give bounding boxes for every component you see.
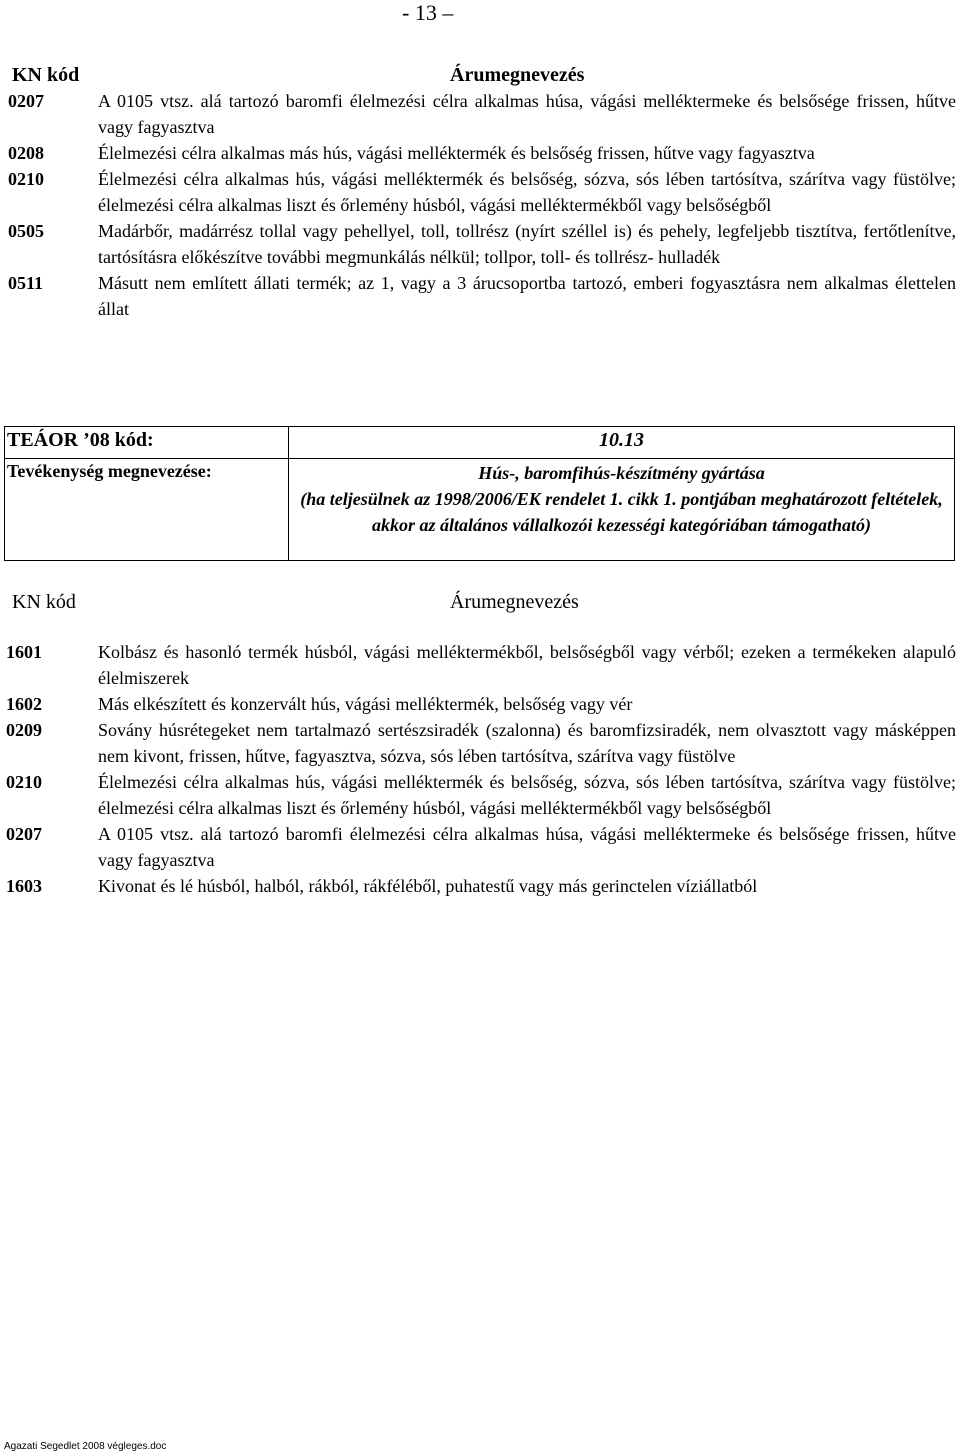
product-description: Sovány húsrétegeket nem tartalmazó sertészsiradék (szalonna) és baromfizsiradék, nem olvasztott vagy másképpen nem kivont, frissen, hűtve, fagyasztva, sózva, sós lében tartósítva, szárítva vagy füstölve (98, 720, 956, 766)
product-description: Élelmezési célra alkalmas hús, vágási melléktermék és belsőség, sózva, sós lében tartósítva, szárítva vagy füstölve; élelmezési célra alkalmas liszt és őrlemény húsból, vágási melléktermékből vagy belsőségből (98, 772, 956, 818)
product-description: Kolbász és hasonló termék húsból, vágási melléktermékből, belsőségből vagy vérből; ezeken a termékeken alapuló élelmiszerek (98, 642, 956, 688)
activity-name-label: Tevékenység megnevezése: (7, 461, 212, 481)
kn-code: 0207 (6, 824, 42, 844)
kn-code: 0505 (8, 221, 44, 241)
product-description: Élelmezési célra alkalmas más hús, vágási melléktermék és belsőség frissen, hűtve vagy fagyasztva (98, 143, 815, 163)
document-filename: Agazati Segedlet 2008 végleges.doc (4, 1441, 167, 1452)
product-description: Más elkészített és konzervált hús, vágási melléktermék, belsőség vagy vér (98, 694, 633, 714)
kn-code-header: KN kód (12, 591, 76, 613)
product-description: Madárbőr, madárrész tollal vagy pehellyel, toll, tollrész (nyírt széllel is) és pehely, legfeljebb tisztítva, fertőtlenítve, tartósításra előkészítve további megmunkálás nélkül; tollpor, toll- és tollrész- hulladék (98, 221, 956, 267)
product-list-2 (0, 589, 960, 899)
teaor-row-divider (5, 458, 954, 459)
list-item (0, 166, 960, 218)
teaor-code-value: 10.13 (599, 429, 644, 451)
activity-title: Hús-, baromfihús-készítmény gyártása (478, 463, 765, 483)
list-header (0, 589, 960, 615)
list-item (0, 218, 960, 270)
kn-code-header: KN kód (12, 64, 80, 86)
kn-code: 1602 (6, 694, 42, 714)
product-name-header: Árumegnevezés (450, 64, 585, 86)
kn-code: 1601 (6, 642, 42, 662)
kn-code: 1603 (6, 876, 42, 896)
product-name-header: Árumegnevezés (450, 591, 579, 613)
list-header (0, 62, 960, 88)
teaor-table (4, 426, 955, 561)
kn-code: 0511 (8, 273, 44, 293)
kn-code: 0210 (8, 169, 44, 189)
list-item (0, 873, 960, 899)
kn-code: 0208 (8, 143, 44, 163)
product-description: Kivonat és lé húsból, halból, rákból, rákféléből, puhatestű vagy más gerinctelen víziállatból (98, 876, 758, 896)
product-list-1 (0, 62, 960, 322)
list-item (0, 821, 960, 873)
list-item (0, 88, 960, 140)
teaor-code-label: TEÁOR ’08 kód: (7, 429, 154, 451)
product-description: A 0105 vtsz. alá tartozó baromfi élelmezési célra alkalmas húsa, vágási melléktermeke és belsősége frissen, hűtve vagy fagyasztva (98, 824, 956, 870)
product-description: Másutt nem említett állati termék; az 1, vagy a 3 árucsoportba tartozó, emberi fogyasztásra nem alkalmas élettelen állat (98, 273, 956, 319)
product-description: A 0105 vtsz. alá tartozó baromfi élelmezési célra alkalmas húsa, vágási melléktermeke és belsősége frissen, hűtve vagy fagyasztva (98, 91, 956, 137)
page-number: - 13 – (402, 0, 454, 25)
product-description: Élelmezési célra alkalmas hús, vágási melléktermék és belsőség, sózva, sós lében tartósítva, szárítva vagy füstölve; élelmezési célra alkalmas liszt és őrlemény húsból, vágási melléktermékből vagy belsőségből (98, 169, 956, 215)
list-item (0, 639, 960, 691)
list-item (0, 769, 960, 821)
kn-code: 0207 (8, 91, 44, 111)
kn-code: 0209 (6, 720, 42, 740)
list-item (0, 691, 960, 717)
kn-code: 0210 (6, 772, 42, 792)
activity-name-value (289, 460, 954, 538)
list-item (0, 140, 960, 166)
list-item (0, 270, 960, 322)
activity-condition: (ha teljesülnek az 1998/2006/EK rendelet 1. cikk 1. pontjában meghatározott feltételek, akkor az általános vállalkozói kezességi kategóriában támogatható) (300, 489, 943, 535)
list-item (0, 717, 960, 769)
